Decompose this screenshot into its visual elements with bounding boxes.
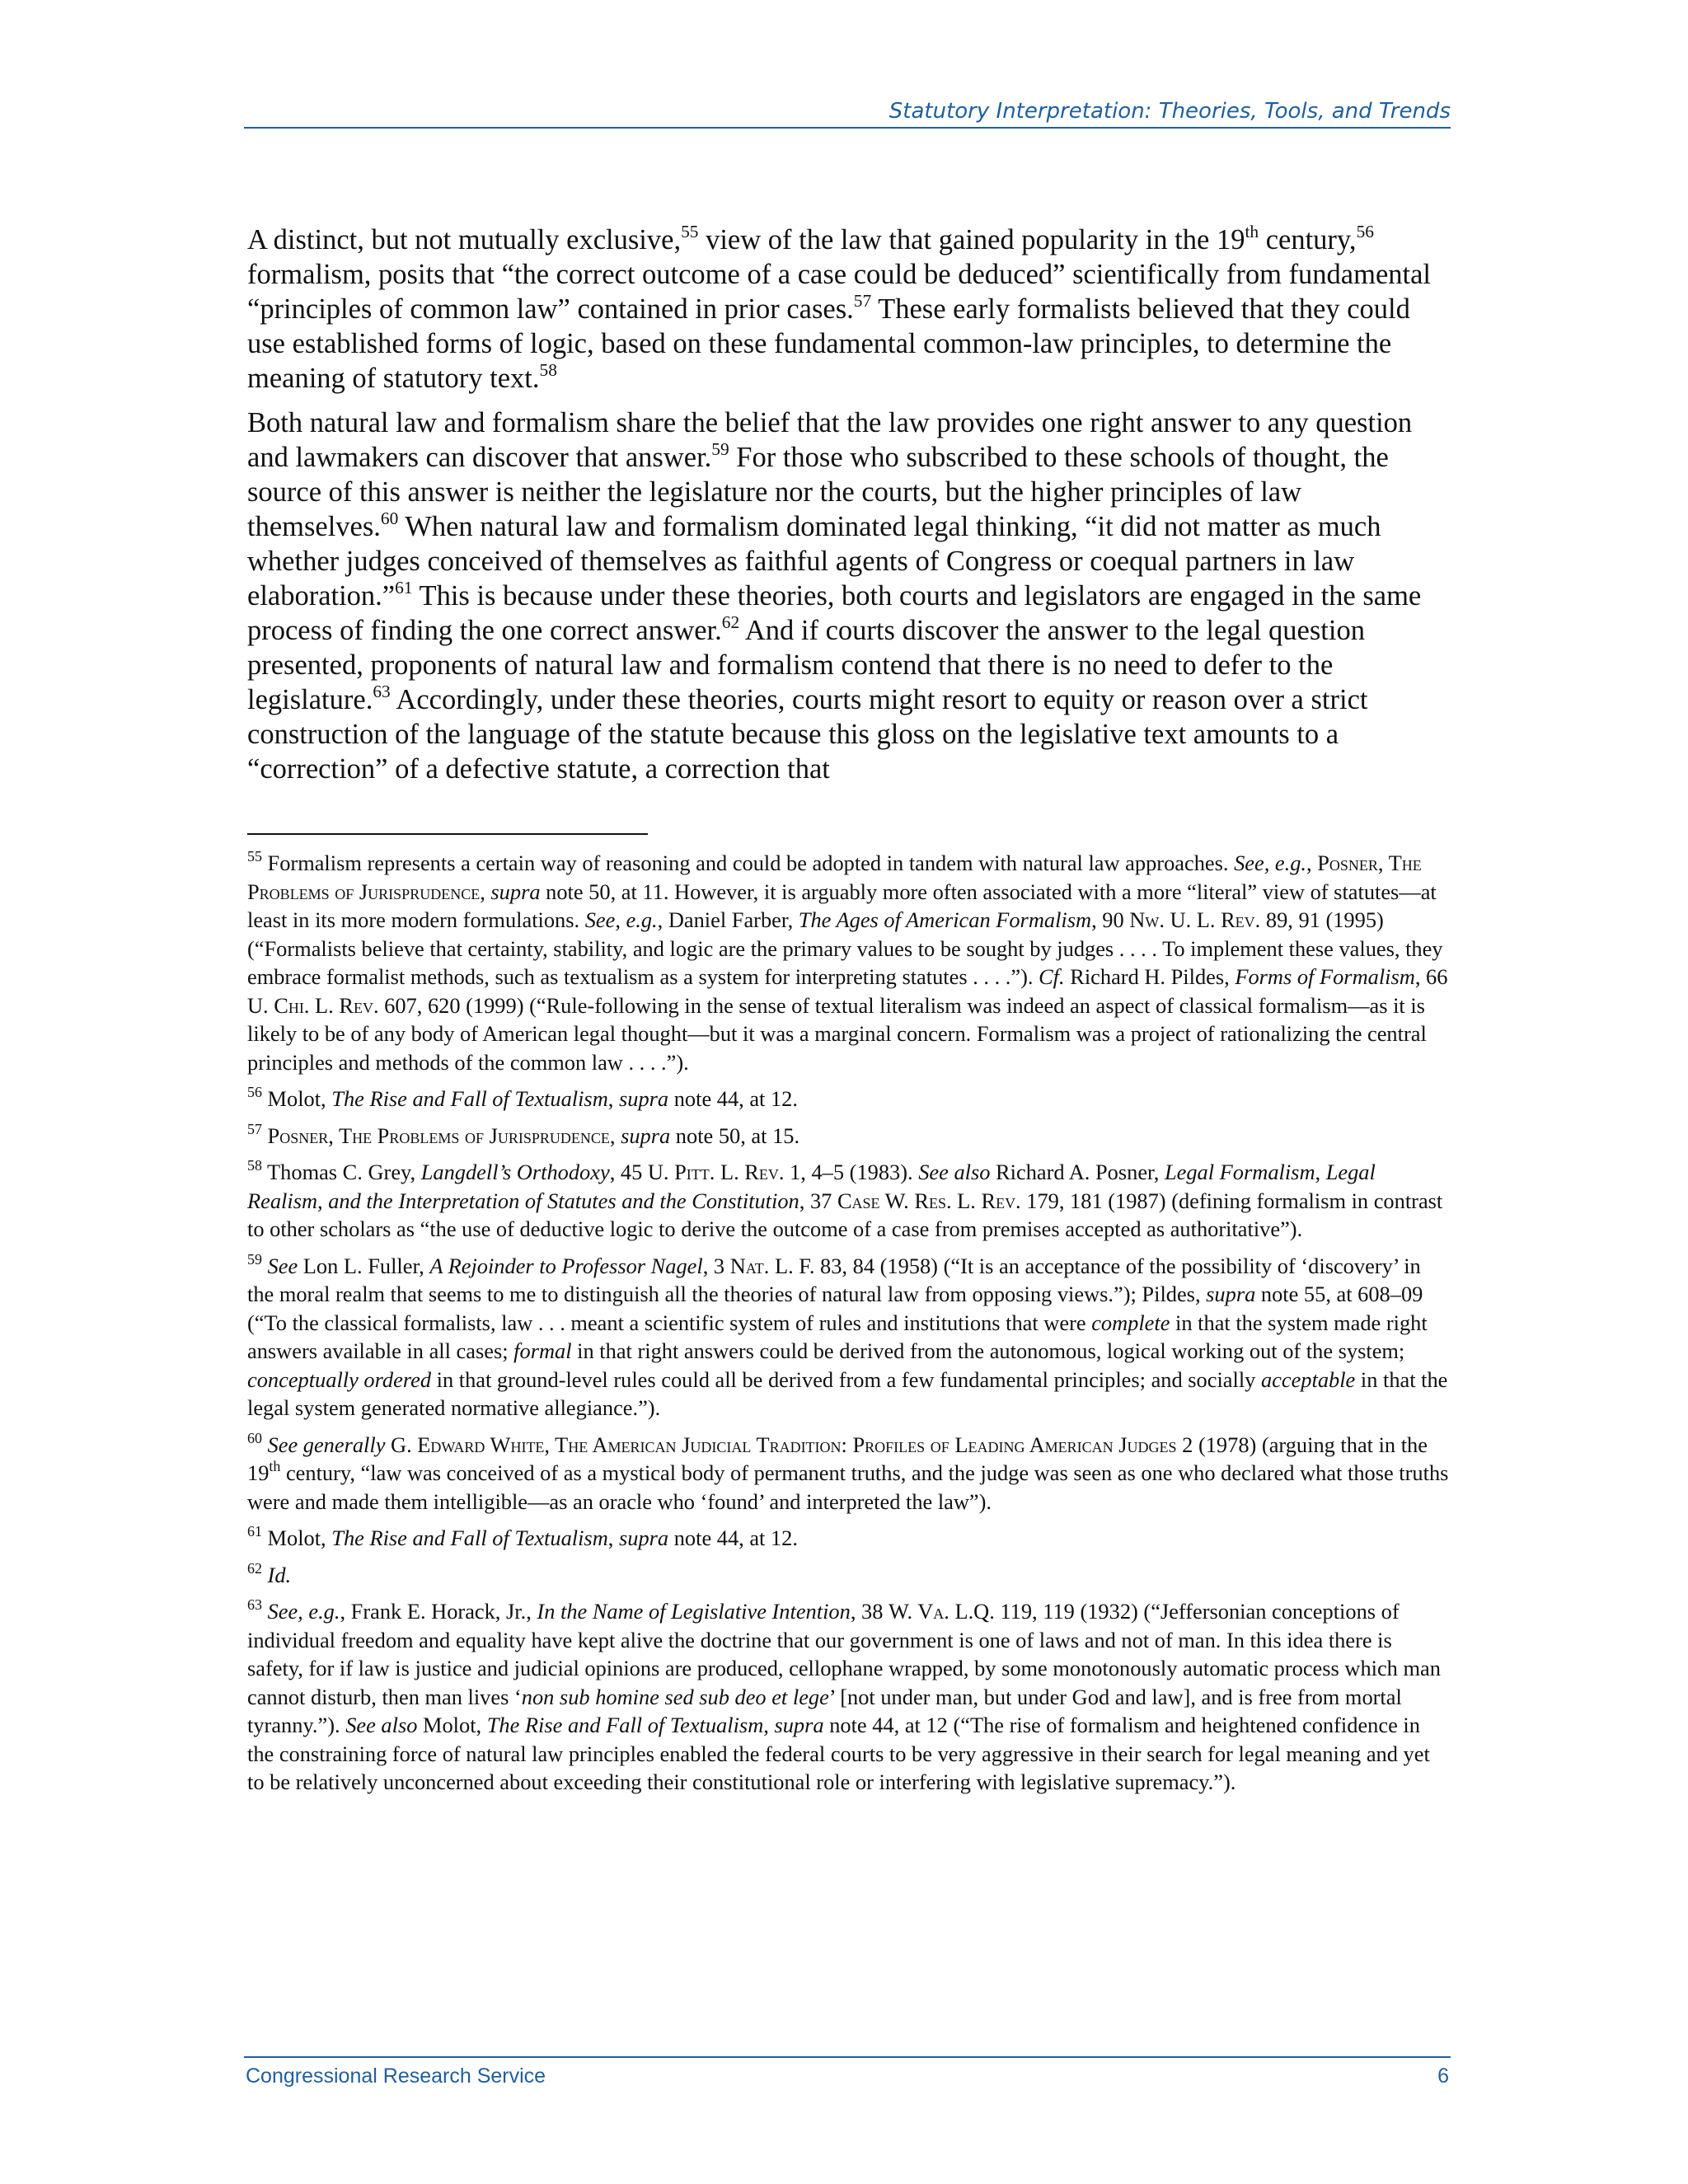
header-title: Statutory Interpretation: Theories, Tools, and Trends bbox=[889, 99, 1451, 124]
footnote-60: $^{60}$ See generally G. Edward White, The American Judicial Tradition: Profiles of Leading American Judges 2 (1978) (arguing that in the 19th century, “law was conceived of as a mystical body of permanent truths, and the judge was seen as one who declared what those truths were and made them intelligible—as an oracle who ‘found’ and interpreted the law”). bbox=[247, 1429, 1449, 1514]
running-header bbox=[244, 97, 1451, 129]
page-number: 6 bbox=[1437, 2064, 1449, 2088]
footnote-62: $^{62}$ Id. bbox=[247, 1559, 292, 1587]
footnote-57: $^{57}$ Posner, The Problems of Jurisprudence, supra note 50, at 15. bbox=[247, 1120, 800, 1148]
footnote-55: $^{55}$ Formalism represents a certain way of reasoning and could be adopted in tandem with natural law approaches. See, e.g., Posner, The Problems of Jurisprudence, supra note 50, at 11. However, it is arguably more often associated with a more “literal” view of statutes—at least in its more modern formulations. See, e.g., Daniel Farber, The Ages of American Formalism, 90 Nw. U. L. Rev. 89, 91 (1995) (“Formalists believe that certainty, stability, and logic are the primary values to be sought by judges . . . . To implement these values, they embrace formalist methods, such as textualism as a system for interpreting statutes . . . .”). Cf. Richard H. Pildes, Forms of Formalism, 66 U. Chi. L. Rev. 607, 620 (1999) (“Rule-following in the sense of textual literalism was indeed an aspect of classical formalism—as it is likely to be of any body of American legal thought—but it was a marginal concern. Formalism was a project of rationalizing the central principles and methods of the common law . . . .”). bbox=[247, 848, 1448, 1075]
paragraph-1: A distinct, but not mutually exclusive,$^{55}$ view of the law that gained popularity in the 19th century,$^{56}$ formalism, posits that “the correct outcome of a case could be deduced” scientifically from fundamental “principles of common law” contained in prior cases.$^{57}$ These early formalists believed that they could use established forms of logic, based on these fundamental common-law principles, to determine the meaning of statutory text.$^{58}$ bbox=[247, 222, 1431, 394]
footnote-58: $^{58}$ Thomas C. Grey, Langdell’s Orthodoxy, 45 U. Pitt. L. Rev. 1, 4–5 (1983). See also Richard A. Posner, Legal Formalism, Legal Realism, and the Interpretation of Statutes and the Constitution, 37 Case W. Res. L. Rev. 179, 181 (1987) (defining formalism in contrast to other scholars as “the use of deductive logic to derive the outcome of a case from premises accepted as authoritative”). bbox=[247, 1157, 1443, 1241]
footnote-61: $^{61}$ Molot, The Rise and Fall of Textualism, supra note 44, at 12. bbox=[247, 1523, 798, 1550]
footnote-59: $^{59}$ See Lon L. Fuller, A Rejoinder to Professor Nagel, 3 Nat. L. F. 83, 84 (1958) (“It is an acceptance of the possibility of ‘discovery’ in the moral realm that seems to me to distinguish all the theories of natural law from opposing views.”); Pildes, supra note 55, at 608–09 (“To the classical formalists, law . . . meant a scientific system of rules and institutions that were complete in that the system made right answers available in all cases; formal in that right answers could be derived from the autonomous, logical working out of the system; conceptually ordered in that ground-level rules could all be derived from a few fundamental principles; and socially acceptable in that the legal system generated normative allegiance.”). bbox=[247, 1250, 1448, 1420]
footnote-ref-58[interactable]: 58 bbox=[539, 360, 557, 381]
body-text bbox=[247, 223, 1451, 796]
footnote-ref-56[interactable]: 56 bbox=[1356, 222, 1374, 242]
footnote-separator bbox=[247, 833, 648, 835]
footer-publisher: Congressional Research Service bbox=[246, 2064, 546, 2088]
paragraph-2: Both natural law and formalism share the belief that the law provides one right answer to any question and lawmakers can discover that answer.$^{59}$ For those who subscribed to these schools of thought, the source of this answer is neither the legislature nor the courts, but the higher principles of law themselves.$^{60}$ When natural law and formalism dominated legal thinking, “it did not matter as much whether judges conceived of themselves as faithful agents of Congress or coequal partners in law elaboration.”$^{61}$ This is because under these theories, both courts and legislators are engaged in the same process of finding the one correct answer.$^{62}$ And if courts discover the answer to the legal question presented, proponents of natural law and formalism contend that there is no need to defer to the legislature.$^{63}$ Accordingly, under these theories, courts might resort to equity or reason over a strict construction of the language of the statute because this gloss on the legislative text amounts to a “correction” of a defective statute, a correction that bbox=[247, 407, 1422, 785]
footnote-ref-63[interactable]: 63 bbox=[373, 682, 391, 702]
footnotes bbox=[247, 849, 1451, 1805]
footnote-ref-55[interactable]: 55 bbox=[681, 222, 699, 242]
footnote-ref-61[interactable]: 61 bbox=[395, 578, 413, 598]
footnote-56: $^{56}$ Molot, The Rise and Fall of Textualism, supra note 44, at 12. bbox=[247, 1084, 798, 1111]
page-footer bbox=[244, 2056, 1451, 2091]
footnote-ref-57[interactable]: 57 bbox=[853, 291, 872, 312]
footnote-ref-59[interactable]: 59 bbox=[711, 439, 729, 460]
footnote-ref-60[interactable]: 60 bbox=[380, 509, 399, 529]
footnote-ref-62[interactable]: 62 bbox=[721, 612, 740, 633]
footnote-63: $^{63}$ See, e.g., Frank E. Horack, Jr., In the Name of Legislative Intention, 38 W. Va. L.Q. 119, 119 (1932) (“Jeffersonian conceptions of individual freedom and equality have kept alive the doctrine that our government is one of laws and not of man. In this idea there is safety, for if law is justice and judicial opinions are produced, cellophane wrapped, by some monotonously automatic process which man cannot disturb, then man lives ‘non sub homine sed sub deo et lege’ [not under man, but under God and law], and is free from mortal tyranny.”). See also Molot, The Rise and Fall of Textualism, supra note 44, at 12 (“The rise of formalism and heightened confidence in the constraining force of natural law principles enabled the federal courts to be very aggressive in their search for legal meaning and yet to be relatively unconcerned about exceeding their constitutional role or interfering with legislative supremacy.”). bbox=[247, 1596, 1441, 1794]
